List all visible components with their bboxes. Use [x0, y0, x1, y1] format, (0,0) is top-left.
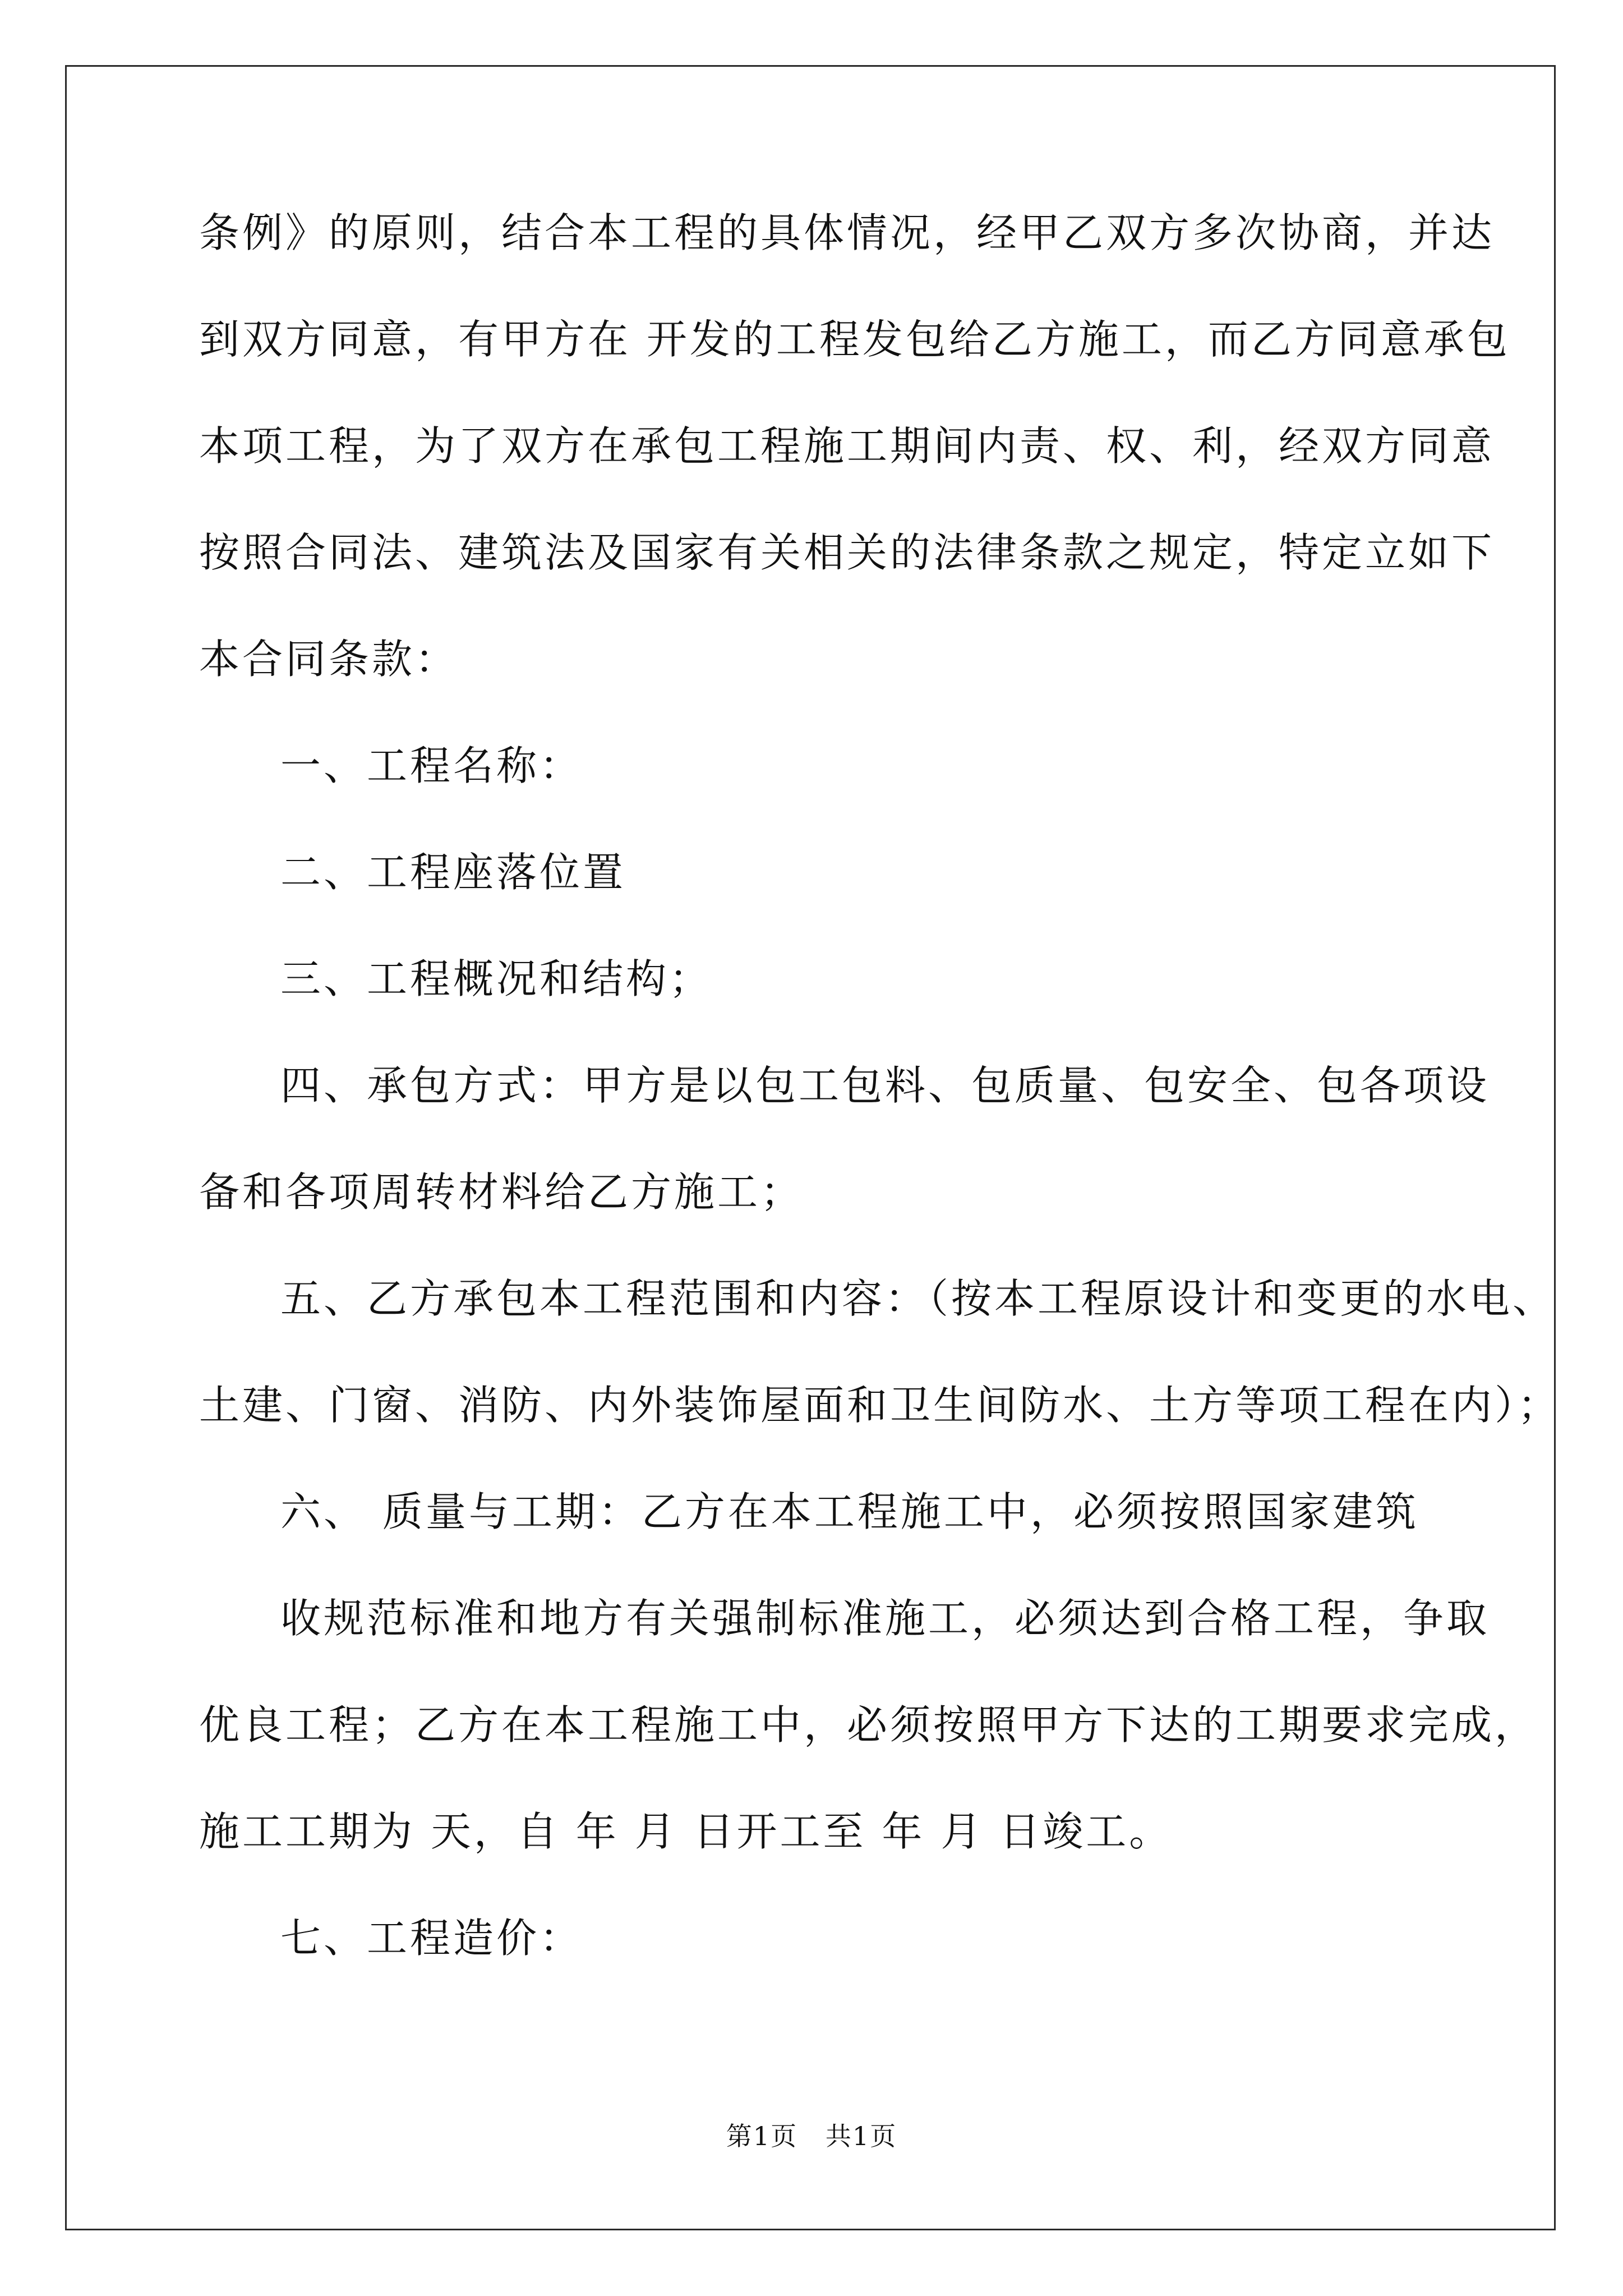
page-number-footer: 第1页 共1页	[726, 2121, 897, 2151]
paragraph-line: 按照合同法、建筑法及国家有关相关的法律条款之规定，特定立如下	[199, 529, 1495, 576]
section-heading-4: 四、承包方式：甲方是以包工包料、包质量、包安全、包各项设	[280, 1062, 1490, 1109]
paragraph-line: 优良工程；乙方在本工程施工中，必须按照甲方下达的工期要求完成，	[199, 1701, 1538, 1749]
page-border	[65, 65, 1556, 2230]
paragraph-line: 收规范标准和地方有关强制标准施工，必须达到合格工程，争取	[280, 1595, 1490, 1642]
paragraph-line: 到双方同意，有甲方在 开发的工程发包给乙方施工，而乙方同意承包	[199, 316, 1510, 363]
section-heading-5: 五、乙方承包本工程范围和内容：（按本工程原设计和变更的水电、	[280, 1275, 1556, 1322]
paragraph-line: 本合同条款：	[199, 636, 459, 683]
paragraph-line: 土建、门窗、消防、内外装饰屋面和卫生间防水、土方等项工程在内）；	[199, 1382, 1561, 1429]
section-heading-6: 六、 质量与工期：乙方在本工程施工中，必须按照国家建筑	[280, 1488, 1419, 1535]
section-heading-3: 三、工程概况和结构；	[280, 955, 713, 1002]
section-heading-2: 二、工程座落位置	[280, 849, 626, 896]
paragraph-line: 备和各项周转材料给乙方施工；	[199, 1168, 804, 1216]
section-heading-1: 一、工程名称：	[280, 742, 583, 789]
paragraph-line: 条例》的原则，结合本工程的具体情况，经甲乙双方多次协商，并达	[199, 209, 1495, 256]
section-heading-7: 七、工程造价：	[280, 1915, 583, 1962]
paragraph-line: 本项工程，为了双方在承包工程施工期间内责、权、利，经双方同意	[199, 422, 1495, 470]
paragraph-line: 施工工期为 天，自 年 月 日开工至 年 月 日竣工。	[199, 1808, 1173, 1855]
